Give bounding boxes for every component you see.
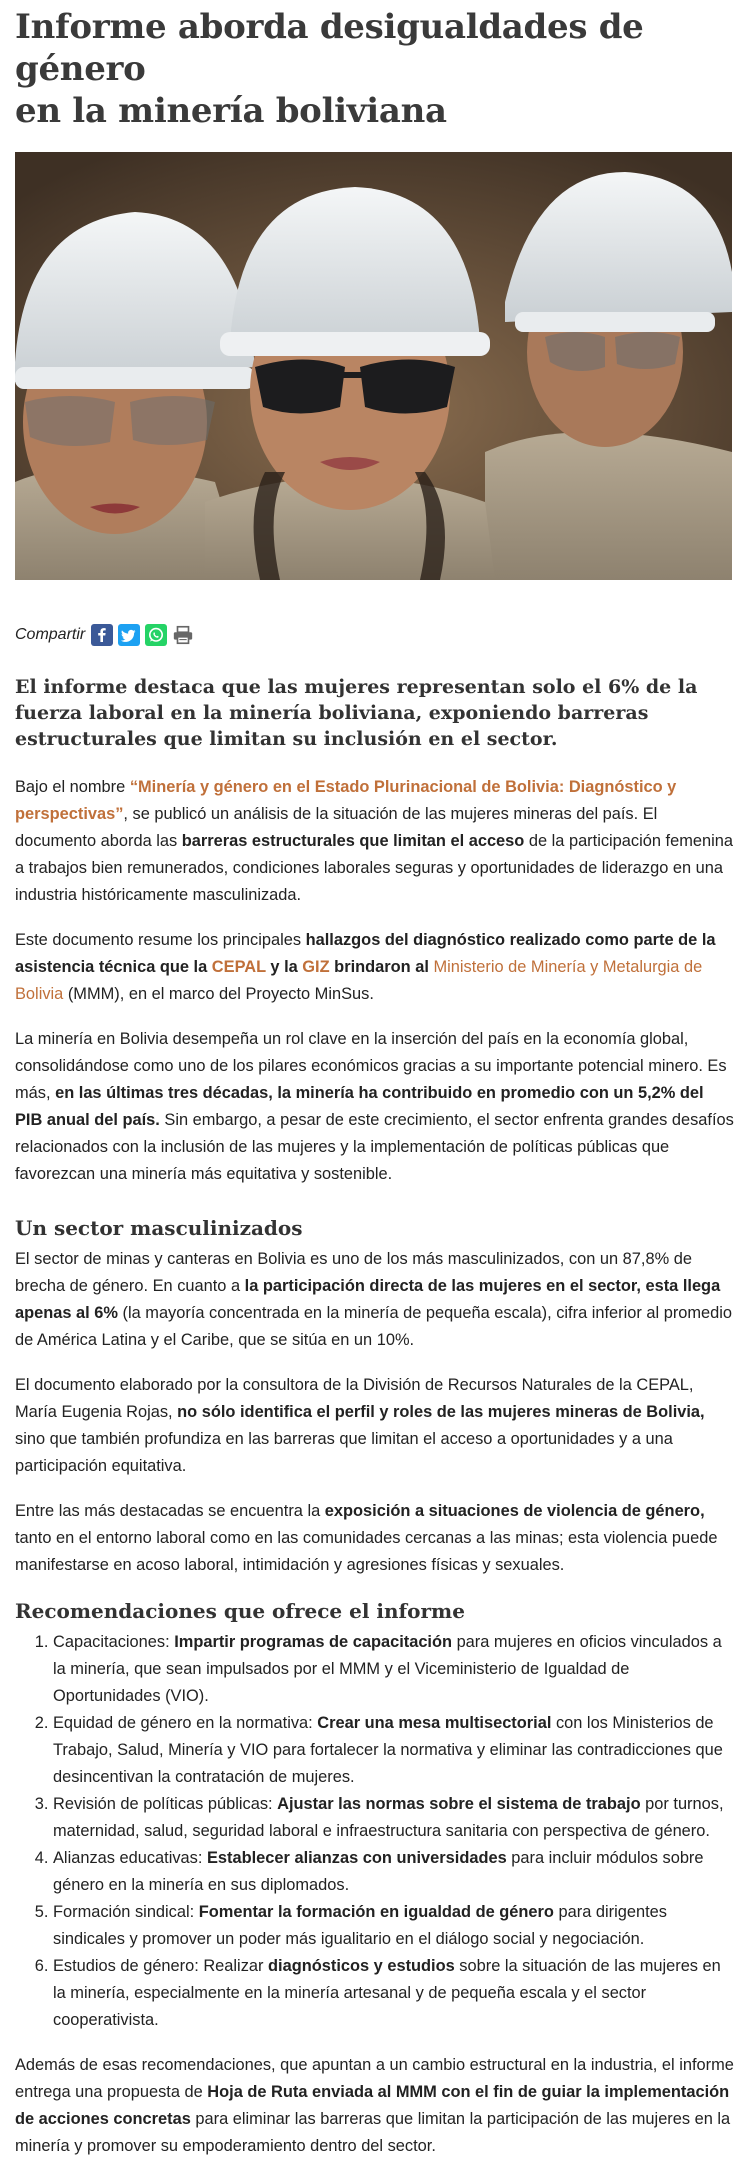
twitter-icon[interactable] [118, 624, 140, 646]
text: con los Ministerios de Trabajo, Salud, Minería y VIO para fortalecer la normativa y eliminar las contradicciones que desincentivan la contratación de mujeres. [53, 1714, 723, 1786]
cepal-link[interactable]: CEPAL [211, 958, 266, 976]
paragraph-4 [15, 1246, 735, 1354]
text: para mujeres en oficios vinculados a la minería, que sean impulsados por el MMM y el Viceministerio de Igualdad de Oportunidades (VIO). [53, 1633, 722, 1705]
text: Estudios de género: Realizar [53, 1957, 269, 1975]
text: (MMM), en el marco del Proyecto MinSus. [63, 985, 374, 1003]
text: Bajo el nombre [15, 778, 130, 796]
text: por turnos, maternidad, salud, seguridad laboral e infraestructura sanitaria con perspectiva de género. [53, 1795, 724, 1840]
article-lead: El informe destaca que las mujeres representan solo el 6% de la fuerza laboral en la minería boliviana, exponiendo barreras estructurales que limitan su inclusión en el sector. [15, 676, 698, 750]
share-label: Compartir [15, 626, 86, 643]
bold-text: exposición a situaciones de violencia de género, [324, 1502, 705, 1520]
text: La minería en Bolivia desempeña un rol clave en la inserción del país en la economía global, consolidándose como uno de los pilares económicos gracias a su importante potencial minero. Es más, [15, 1030, 727, 1102]
list-item [53, 1710, 735, 1791]
section-heading-1: Un sector masculinizados [15, 1216, 303, 1240]
text: de la participación femenina a trabajos bien remunerados, condiciones laborales seguras y oportunidades de liderazgo en una industria históricamente masculinizada. [15, 832, 733, 904]
list-item [53, 1629, 735, 1710]
list-item [53, 1845, 735, 1899]
bold-text: brindaron al [329, 958, 434, 976]
text: para incluir módulos sobre género en la minería en sus diplomados. [53, 1849, 704, 1894]
section-heading-2: Recomendaciones que ofrece el informe [15, 1599, 465, 1623]
text: Capacitaciones: [53, 1633, 175, 1651]
bold-text: y la [265, 958, 303, 976]
text: Sin embargo, a pesar de este crecimiento, el sector enfrenta grandes desafíos relacionados con la inclusión de las mujeres y la implementación de políticas públicas que favorezcan una minería más equitativa y sostenible. [15, 1111, 734, 1183]
bold-text: no sólo identifica el perfil y roles de las mujeres mineras de Bolivia, [177, 1403, 705, 1421]
text: para eliminar las barreras que limitan la participación de las mujeres en la minería y promover su empoderamiento dentro del sector. [15, 2110, 731, 2155]
text: Equidad de género en la normativa: [53, 1714, 318, 1732]
paragraph-1 [15, 774, 735, 909]
article-title [15, 6, 735, 132]
hero-illustration [15, 152, 732, 580]
text: , se publicó un análisis de la situación de las mujeres mineras del país. El documento aborda las [15, 805, 658, 850]
bold-text: hallazgos del diagnóstico realizado como parte de la asistencia técnica que la [15, 931, 716, 976]
text: para dirigentes sindicales y promover un poder más igualitario en el diálogo social y negociación. [53, 1903, 667, 1948]
paragraph-5 [15, 1372, 735, 1480]
text: El sector de minas y canteras en Bolivia es uno de los más masculinizados, con un 87,8% de brecha de género. En cuanto a [15, 1250, 692, 1295]
article [15, 6, 735, 2160]
title-line-2: en la minería boliviana [15, 91, 447, 131]
recommendations-list [15, 1629, 735, 2034]
paragraph-3 [15, 1026, 735, 1188]
text: tanto en el entorno laboral como en las comunidades cercanas a las minas; esta violencia puede manifestarse en acoso laboral, intimidación y agresiones físicas y sexuales. [15, 1529, 718, 1574]
text: Además de esas recomendaciones, que apuntan a un cambio estructural en la industria, el informe entrega una propuesta de [15, 2056, 734, 2101]
hero-photo [15, 152, 732, 580]
print-icon[interactable] [172, 624, 194, 646]
bold-text: Ajustar las normas sobre el sistema de trabajo [277, 1795, 641, 1813]
ministry-link[interactable]: Ministerio de Minería y Metalurgia de Bolivia [15, 958, 703, 1003]
bold-text: Impartir programas de capacitación [174, 1633, 453, 1651]
bold-text: diagnósticos y estudios [268, 1957, 455, 1975]
facebook-icon[interactable] [91, 624, 113, 646]
bold-text: Hoja de Ruta enviada al MMM con el fin de guiar la implementación de acciones concretas [15, 2083, 730, 2128]
paragraph-2 [15, 927, 735, 1008]
paragraph-7 [15, 2052, 735, 2160]
text: sino que también profundiza en las barreras que limitan el acceso a oportunidades y a una participación equitativa. [15, 1430, 673, 1475]
bold-text: Crear una mesa multisectorial [317, 1714, 552, 1732]
text: (la mayoría concentrada en la minería de pequeña escala), cifra inferior al promedio de América Latina y el Caribe, que se sitúa en un 10%. [15, 1304, 733, 1349]
title-line-1: Informe aborda desigualdades de género [15, 7, 644, 89]
share-bar [15, 622, 735, 648]
text: Revisión de políticas públicas: [53, 1795, 278, 1813]
bold-text: la participación directa de las mujeres en el sector, esta llega apenas al 6% [15, 1277, 721, 1322]
giz-link[interactable]: GIZ [302, 958, 330, 976]
bold-text: barreras estructurales que limitan el acceso [181, 832, 525, 850]
text: Alianzas educativas: [53, 1849, 207, 1867]
list-item [53, 1791, 735, 1845]
text: Este documento resume los principales [15, 931, 306, 949]
text: El documento elaborado por la consultora de la División de Recursos Naturales de la CEPAL, María Eugenia Rojas, [15, 1376, 694, 1421]
paragraph-6 [15, 1498, 735, 1579]
bold-text: Establecer alianzas con universidades [206, 1849, 507, 1867]
text: sobre la situación de las mujeres en la minería, especialmente en la minería artesanal y de pequeña escala y el sector cooperativista. [53, 1957, 721, 2029]
report-link[interactable]: “Minería y género en el Estado Plurinacional de Bolivia: Diagnóstico y perspectivas” [15, 778, 677, 823]
whatsapp-icon[interactable] [145, 624, 167, 646]
list-item [53, 1953, 735, 2034]
list-item [53, 1899, 735, 1953]
text: Formación sindical: [53, 1903, 199, 1921]
bold-text: en las últimas tres décadas, la minería ha contribuido en promedio con un 5,2% del PIB anual del país. [15, 1084, 704, 1129]
text: Entre las más destacadas se encuentra la [15, 1502, 325, 1520]
bold-text: Fomentar la formación en igualdad de género [198, 1903, 554, 1921]
